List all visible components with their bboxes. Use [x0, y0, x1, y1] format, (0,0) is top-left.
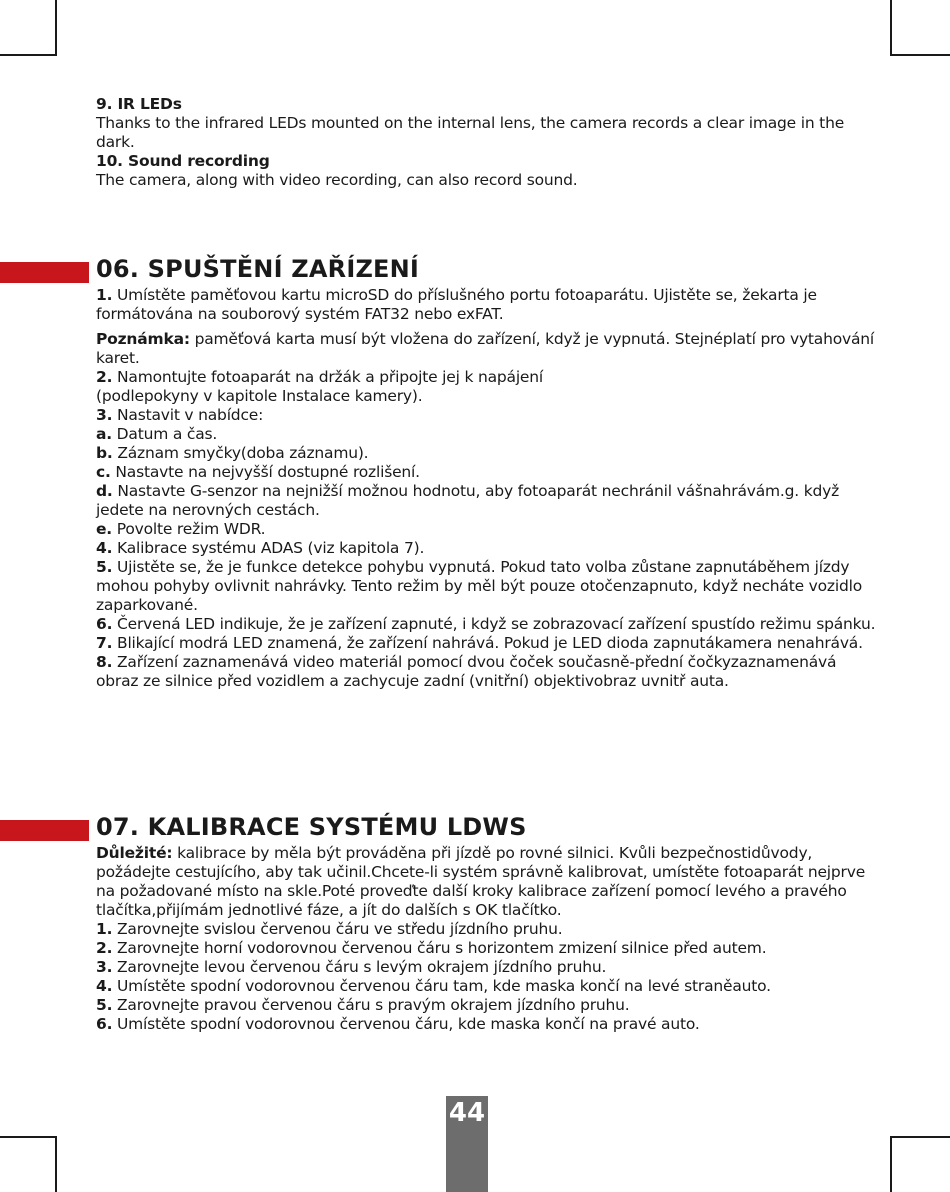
section-07-heading: 07. KALIBRACE SYSTÉMU LDWS [96, 813, 527, 841]
calibration-step-6: 6. Umístěte spodní vodorovnou červenou čáru, kde maska končí na pravé auto. [96, 1015, 700, 1033]
section-07-body [96, 844, 876, 1034]
page-number: 44 [448, 1098, 486, 1128]
step-c: c. Nastavte na nejvyšší dostupné rozlišení. [96, 463, 420, 481]
crop-mark-top-right-v [890, 0, 892, 56]
sound-recording-title: 10. Sound recording [96, 152, 270, 170]
step-4: 4. Kalibrace systému ADAS (viz kapitola 7). [96, 539, 425, 557]
step-3: 3. Nastavit v nabídce: [96, 406, 264, 424]
crop-mark-bottom-left-h [0, 1136, 57, 1138]
calibration-step-3: 3. Zarovnejte levou červenou čáru s levým okrajem jízdního pruhu. [96, 958, 607, 976]
crop-mark-bottom-right-h [890, 1136, 950, 1138]
calibration-step-5: 5. Zarovnejte pravou červenou čáru s pravým okrajem jízdního pruhu. [96, 996, 630, 1014]
crop-mark-top-left-h [0, 54, 57, 56]
section-06-body [96, 286, 876, 691]
step-a: a. Datum a čas. [96, 425, 218, 443]
step-b: b. Záznam smyčky(doba záznamu). [96, 444, 369, 462]
calibration-step-1: 1. Zarovnejte svislou červenou čáru ve středu jízdního pruhu. [96, 920, 563, 938]
step-e: e. Povolte režim WDR. [96, 520, 266, 538]
crop-mark-top-left-v [55, 0, 57, 56]
step-2: 2. Namontujte fotoaparát na držák a připojte jej k napájení (podlepokyny v kapitole Instalace kamery). [96, 368, 543, 405]
ir-leds-text: Thanks to the infrared LEDs mounted on the internal lens, the camera records a clear image in the dark. [96, 114, 845, 151]
note: Poznámka: paměťová karta musí být vložena do zařízení, když je vypnutá. Stejnéplatí pro vytahování karet. [96, 330, 874, 367]
step-7: 7. Blikající modrá LED znamená, že zařízení nahrává. Pokud je LED dioda zapnutákamera nenahrává. [96, 634, 863, 652]
crop-mark-bottom-right-v [890, 1136, 892, 1192]
calibration-step-4: 4. Umístěte spodní vodorovnou červenou čáru tam, kde maska končí na levé straněauto. [96, 977, 771, 995]
step-5: 5. Ujistěte se, že je funkce detekce pohybu vypnutá. Pokud tato volba zůstane zapnutáběhem jízdy mohou pohyby ovlivnit nahrávky. Tento režim by měl být pouze otočenzapnuto, když necháte vozidlo zaparkované. [96, 558, 862, 614]
ir-leds-title: 9. IR LEDs [96, 95, 182, 113]
section-07-red-bar [0, 820, 89, 841]
important-note: Důležité: kalibrace by měla být prováděna při jízdě po rovné silnici. Kvůli bezpečnostidůvody, požádejte cestujícího, aby tak učinil.Chcete-li systém správně kalibrovat, umístěte fotoaparát nejprve na požadované místo na skle.Poté proveďte další kroky kalibrace zařízení pomocí levého a pravého tlačítka,přijímám jednotlivé fáze, a jít do dalších s OK tlačítko. [96, 844, 866, 919]
features-block [96, 95, 876, 190]
crop-mark-top-right-h [890, 54, 950, 56]
step-d: d. Nastavte G-senzor na nejnižší možnou hodnotu, aby fotoaparát nechránil vášnahrávám.g. když jedete na nerovných cestách. [96, 482, 840, 519]
step-6: 6. Červená LED indikuje, že je zařízení zapnuté, i když se zobrazovací zařízení spustído režimu spánku. [96, 615, 876, 633]
section-06-heading: 06. SPUŠTĚNÍ ZAŘÍZENÍ [96, 255, 420, 283]
calibration-step-2: 2. Zarovnejte horní vodorovnou červenou čáru s horizontem zmizení silnice před autem. [96, 939, 767, 957]
crop-mark-bottom-left-v [55, 1136, 57, 1192]
step-8: 8. Zařízení zaznamenává video materiál pomocí dvou čoček současně-přední čočkyzaznamenává obraz ze silnice před vozidlem a zachycuje zadní (vnitřní) objektivobraz uvnitř auta. [96, 653, 837, 690]
section-06-red-bar [0, 262, 89, 283]
step-1: 1. Umístěte paměťovou kartu microSD do příslušného portu fotoaparátu. Ujistěte se, žekarta je formátována na souborový systém FAT32 nebo exFAT. [96, 286, 817, 323]
sound-recording-text: The camera, along with video recording, can also record sound. [96, 171, 578, 189]
